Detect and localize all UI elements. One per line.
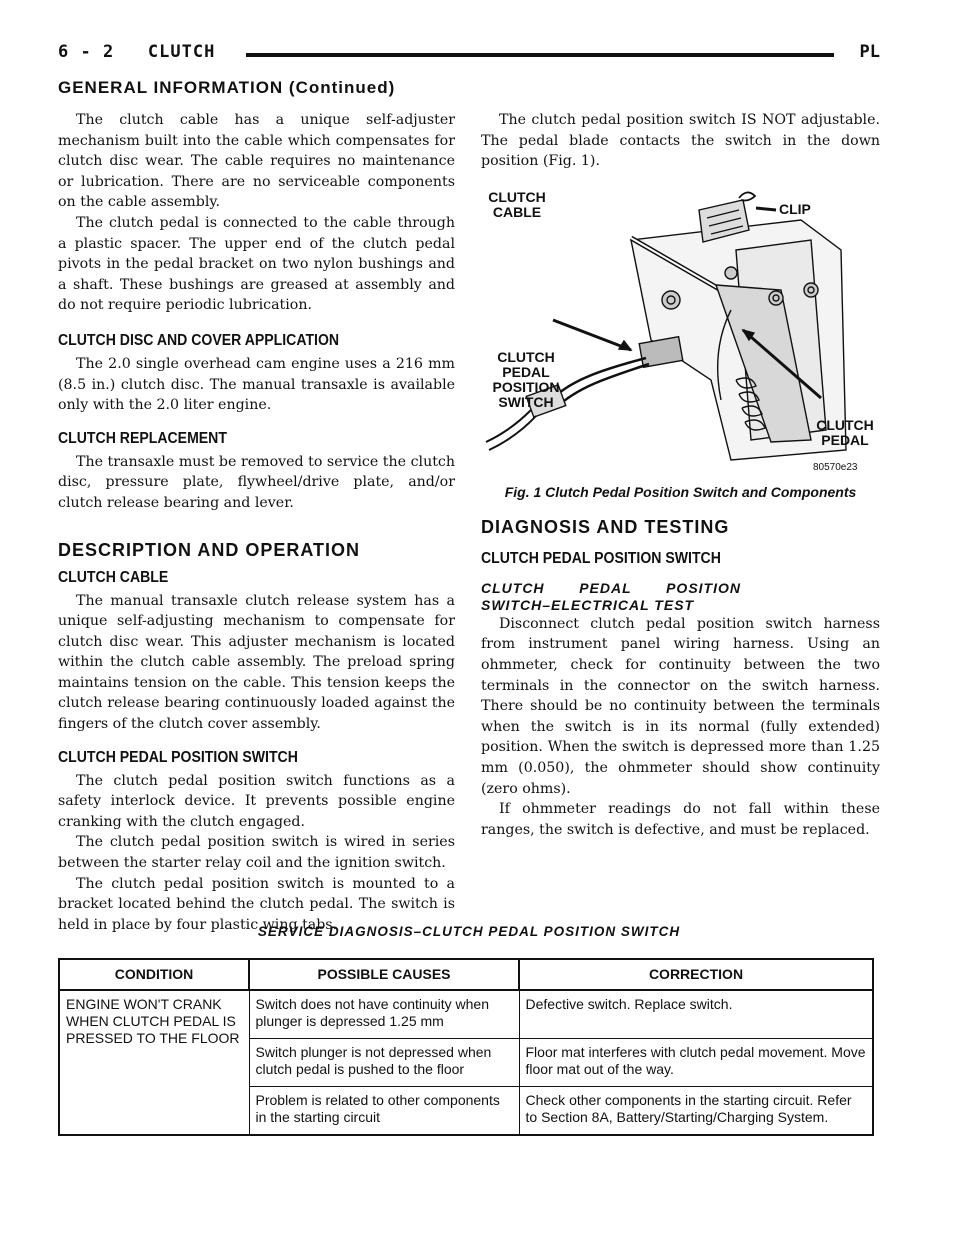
header-section: 6 - 2 CLUTCH — [58, 42, 216, 62]
table-header-row — [59, 959, 873, 990]
label-switch: CLUTCH PEDAL POSITION SWITCH — [492, 348, 560, 410]
figure-caption: Fig. 1 Clutch Pedal Position Switch and Components — [504, 483, 857, 500]
paragraph: The clutch pedal position switch IS NOT adjustable. The pedal blade contacts the switch in the down position (Fig. 1). — [481, 112, 880, 170]
correction-cell: Defective switch. Replace switch. — [519, 990, 873, 1039]
heading-electrical-test: CLUTCH PEDAL POSITION SWITCH–ELECTRICAL TEST — [481, 579, 741, 613]
heading-switch: CLUTCH PEDAL POSITION SWITCH — [58, 748, 298, 766]
header-causes: POSSIBLE CAUSES — [249, 959, 519, 990]
paragraph: The transaxle must be removed to service the clutch disc, pressure plate, flywheel/drive plate, and/or clutch release bearing and lever. — [58, 453, 455, 511]
table-caption: SERVICE DIAGNOSIS–CLUTCH PEDAL POSITION SWITCH — [257, 924, 681, 939]
cause-cell: Switch plunger is not depressed when clutch pedal is pushed to the floor — [249, 1039, 519, 1087]
page-header — [58, 42, 880, 66]
cause-cell: Switch does not have continuity when plunger is depressed 1.25 mm — [249, 990, 519, 1039]
label-clutch-cable: CLUTCH CABLE — [488, 188, 546, 220]
heading-diagnosis: DIAGNOSIS AND TESTING — [481, 516, 730, 537]
heading-replacement: CLUTCH REPLACEMENT — [58, 429, 227, 447]
paragraph: The clutch pedal position switch is mounted to a bracket located behind the clutch pedal. The switch is held in place by four plastic wing tabs. — [58, 875, 455, 933]
heading-description: DESCRIPTION AND OPERATION — [58, 539, 361, 560]
paragraph: If ohmmeter readings do not fall within these ranges, the switch is defective, and must be replaced. — [481, 801, 880, 838]
paragraph: The 2.0 single overhead cam engine uses a 216 mm (8.5 in.) clutch disc. The manual transaxle is available only with the 2.0 liter engine. — [58, 355, 455, 414]
left-column — [58, 110, 455, 935]
heading-switch-diag: CLUTCH PEDAL POSITION SWITCH — [481, 549, 721, 567]
condition-cell: ENGINE WON'T CRANK WHEN CLUTCH PEDAL IS PRESSED TO THE FLOOR — [59, 990, 249, 1135]
table-row — [59, 990, 873, 1039]
paragraph: Disconnect clutch pedal position switch harness from instrument panel wiring harness. Using an ohmmeter, check for continuity between the two terminals in the connector on the switch harness. There should be no continuity between the terminals when the switch is in its normal (fully extended) position. When the switch is depressed more than 1.25 mm (0.050), the ohmmeter should show continuity (zero ohms). — [481, 615, 880, 797]
label-clip: CLIP — [779, 200, 811, 217]
heading-disc: CLUTCH DISC AND COVER APPLICATION — [58, 331, 340, 349]
header-code: PL — [859, 42, 880, 62]
service-diagnosis-table — [58, 958, 874, 1136]
correction-cell: Check other components in the starting circuit. Refer to Section 8A, Battery/Starting/Charging System. — [519, 1087, 873, 1136]
header-correction: CORRECTION — [519, 959, 873, 990]
continued-heading: GENERAL INFORMATION (Continued) — [58, 78, 396, 97]
header-condition: CONDITION — [59, 959, 249, 990]
figure-code: 80570e23 — [813, 461, 858, 473]
heading-cable: CLUTCH CABLE — [58, 568, 169, 586]
paragraph: The clutch pedal position switch is wired in series between the starter relay coil and the ignition switch. — [58, 834, 455, 872]
paragraph: The clutch pedal position switch functions as a safety interlock device. It prevents possible engine cranking with the clutch engaged. — [58, 772, 455, 830]
correction-cell: Floor mat interferes with clutch pedal movement. Move floor mat out of the way. — [519, 1039, 873, 1087]
label-clutch-pedal: CLUTCH PEDAL — [816, 416, 874, 448]
header-rule — [246, 53, 834, 57]
right-column — [481, 110, 880, 840]
cause-cell: Problem is related to other components in the starting circuit — [249, 1087, 519, 1136]
figure-1 — [481, 180, 880, 473]
paragraph: The clutch cable has a unique self-adjuster mechanism built into the cable which compensates for clutch disc wear. The cable requires no maintenance or lubrication. There are no serviceable components on the cable assembly. — [58, 112, 455, 211]
paragraph: The clutch pedal is connected to the cable through a plastic spacer. The upper end of the clutch pedal pivots in the pedal bracket on two nylon bushings and a shaft. These bushings are greased at assembly and do not require periodic lubrication. — [58, 214, 455, 314]
paragraph: The manual transaxle clutch release system has a unique self-adjusting mechanism to compensate for clutch disc wear. This adjuster mechanism is located within the clutch cable assembly. The preload spring maintains tension on the cable. This tension keeps the clutch release bearing continuously loaded against the fingers of the clutch cover assembly. — [58, 592, 455, 733]
